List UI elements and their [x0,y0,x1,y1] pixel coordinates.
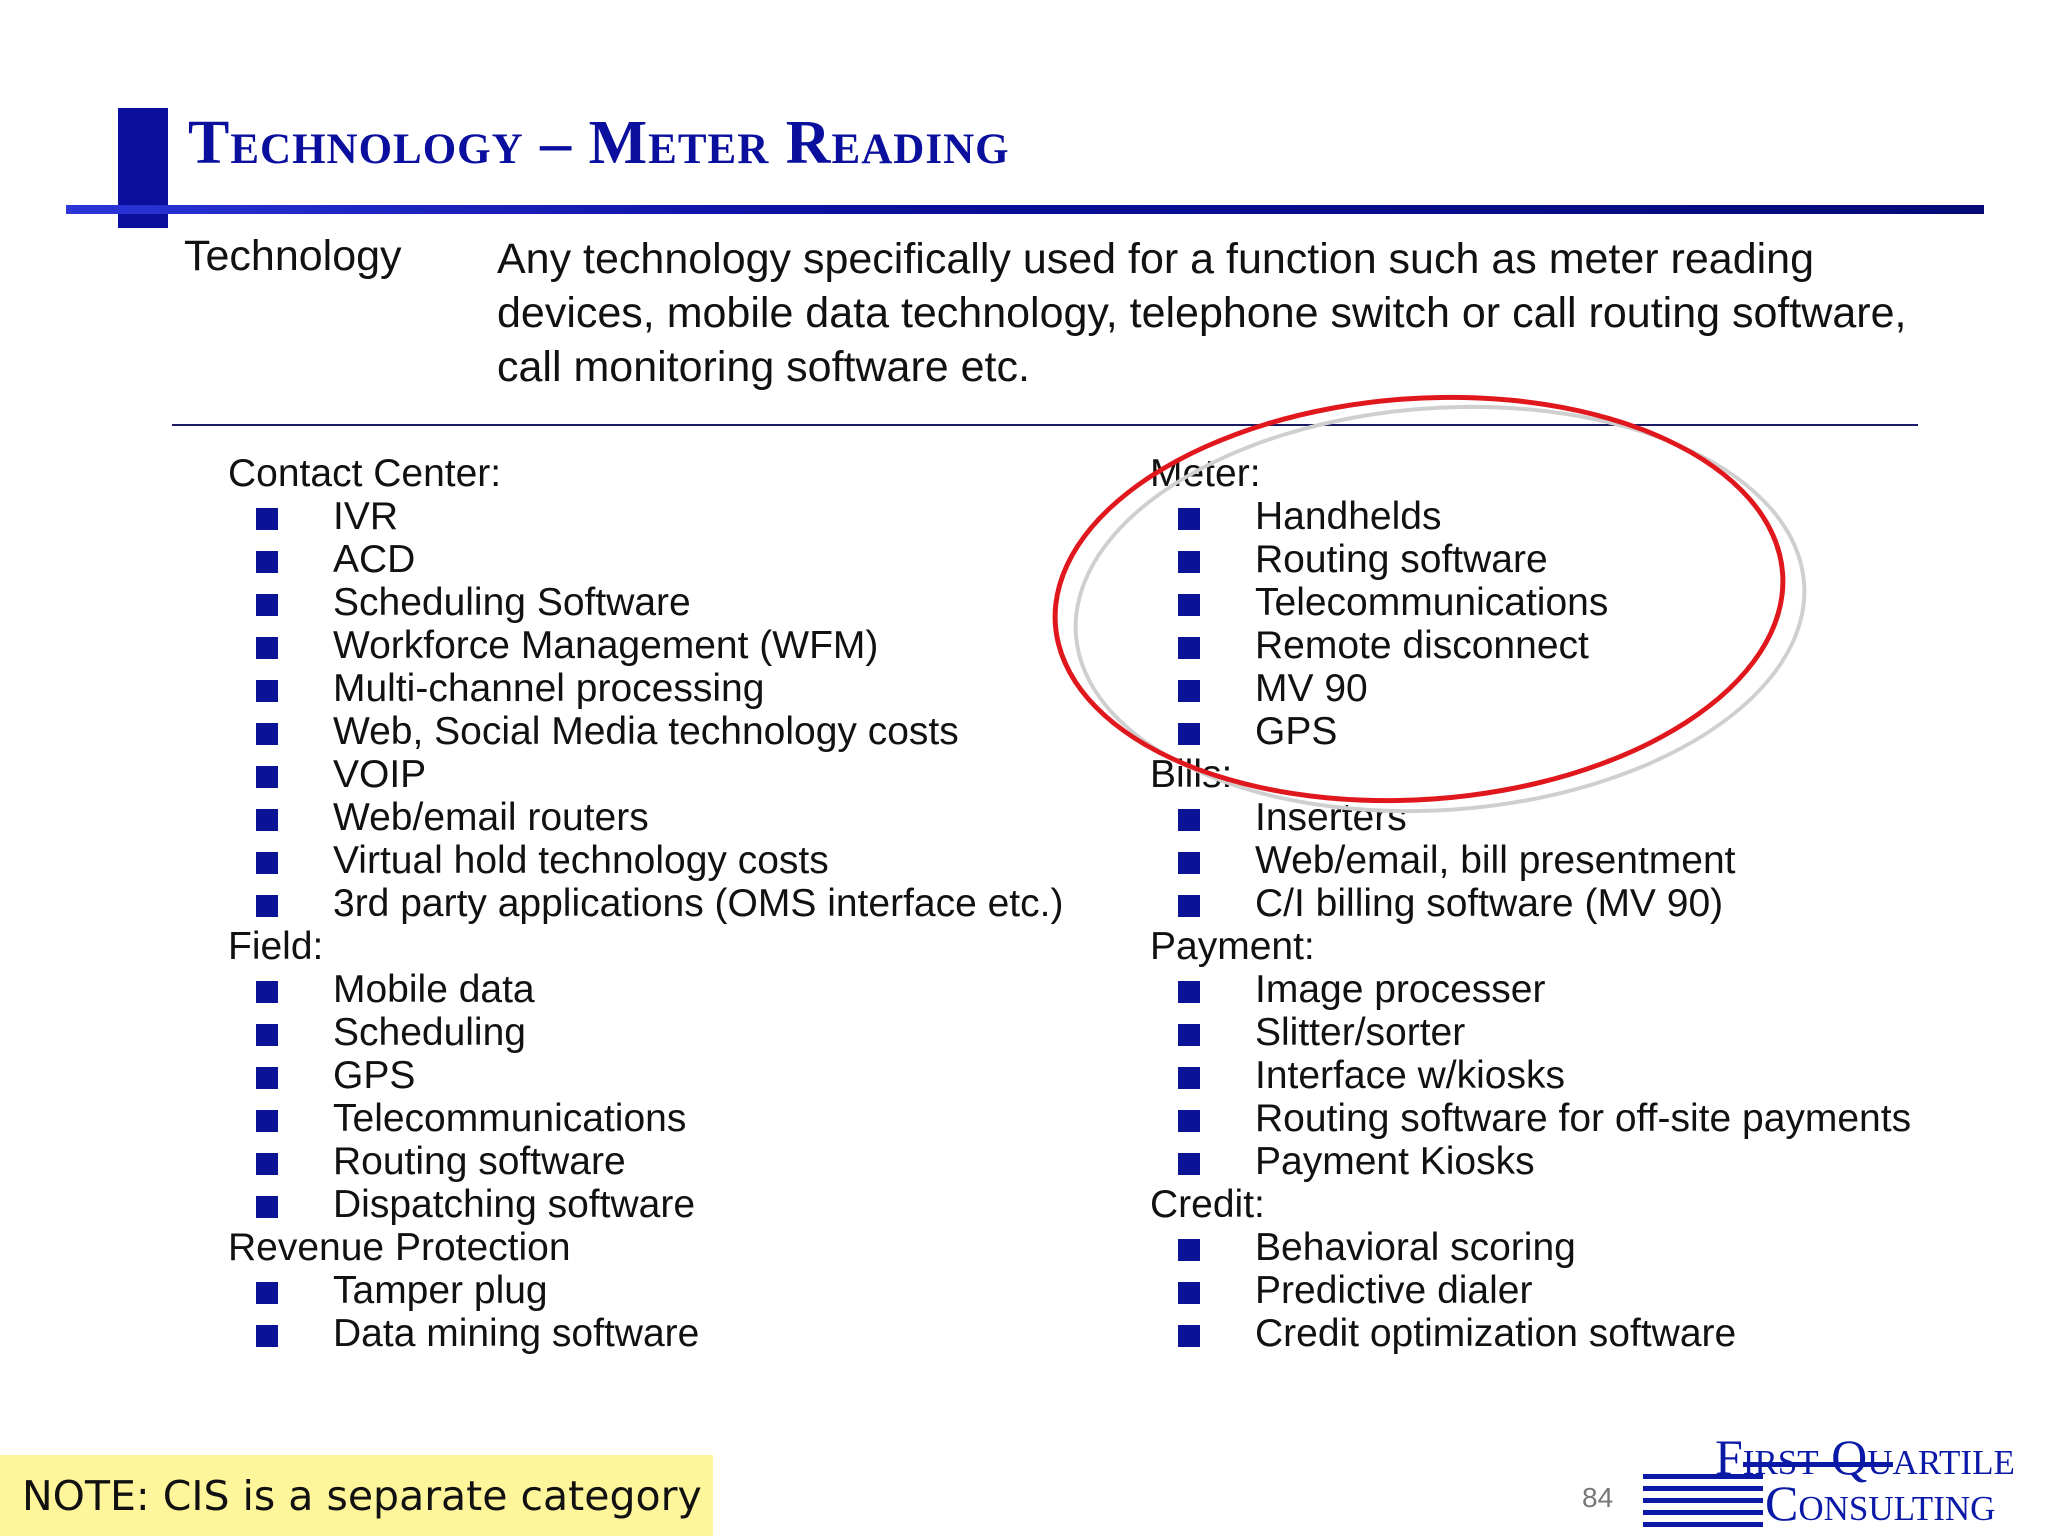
list-item-label: Behavioral scoring [1255,1226,1576,1269]
list-item-label: Multi-channel processing [333,667,765,710]
list-item-label: GPS [1255,710,1338,753]
list-item-label: GPS [333,1054,416,1097]
square-bullet-icon [256,1153,278,1175]
square-bullet-icon [256,1110,278,1132]
category-heading: Field: [228,925,324,968]
left-category-column [228,452,1064,1355]
square-bullet-icon [256,551,278,573]
list-item-label: Routing software [333,1140,626,1183]
company-logo [1643,1428,2043,1531]
list-item [1150,882,1724,925]
square-bullet-icon [1178,1153,1200,1175]
list-item-label: Payment Kiosks [1255,1140,1535,1183]
list-item-label: MV 90 [1255,667,1368,710]
list-item [228,624,879,667]
title-underline [66,205,1984,214]
list-item [228,1097,687,1140]
list-item [228,796,649,839]
square-bullet-icon [1178,1239,1200,1261]
category-heading: Revenue Protection [228,1226,571,1269]
logo-line-1: First Quartile [1715,1429,2015,1485]
category-heading: Credit: [1150,1183,1265,1226]
page-number: 84 [1582,1482,1614,1513]
square-bullet-icon [256,1196,278,1218]
list-item [228,1312,700,1355]
list-item-label: Workforce Management (WFM) [333,624,879,667]
square-bullet-icon [256,508,278,530]
list-item-label: Mobile data [333,968,535,1011]
square-bullet-icon [256,1024,278,1046]
list-item [1150,1269,1533,1312]
square-bullet-icon [256,1282,278,1304]
list-item [228,1011,571,1054]
logo-line-2: Consulting [1765,1475,1996,1531]
category-heading: Payment: [1150,925,1315,968]
list-item-label: 3rd party applications (OMS interface etc.) [333,882,1064,925]
list-item-label: Routing software for off-site payments [1255,1097,1912,1140]
list-item [228,839,829,882]
list-item-label: Scheduling [333,1011,526,1054]
list-item-label: Predictive dialer [1255,1269,1533,1312]
list-item [1150,1054,1565,1097]
list-item-label: Handhelds [1255,495,1442,538]
list-item-label: Web/email routers [333,796,649,839]
square-bullet-icon [256,637,278,659]
square-bullet-icon [1178,1282,1200,1304]
square-bullet-icon [256,981,278,1003]
square-bullet-icon [256,1067,278,1089]
list-item [1150,1011,1466,1054]
square-bullet-icon [256,895,278,917]
square-bullet-icon [256,809,278,831]
list-item [228,581,691,624]
list-item-label: Credit optimization software [1255,1312,1737,1355]
square-bullet-icon [1178,1110,1200,1132]
list-item-label: VOIP [333,753,427,796]
list-item [228,495,571,538]
definition-text: Any technology specifically used for a function such as meter reading devices, mobile data technology, telephone switch or call routing software, call monitoring software etc. [497,235,1907,391]
list-item [228,753,571,796]
square-bullet-icon [256,680,278,702]
list-item-label: Image processer [1255,968,1546,1011]
note-callout [0,1455,713,1536]
square-bullet-icon [1178,895,1200,917]
list-item [228,710,959,753]
list-item-label: IVR [333,495,399,538]
list-item [1150,968,1546,1011]
square-bullet-icon [1178,809,1200,831]
list-item [228,1269,571,1312]
list-item-label: Data mining software [333,1312,700,1355]
list-item-label: Interface w/kiosks [1255,1054,1565,1097]
slide-title: Technology – Meter Reading [188,109,1010,177]
square-bullet-icon [256,1325,278,1347]
list-item-label: Remote disconnect [1255,624,1589,667]
list-item-label: Routing software [1255,538,1548,581]
list-item [228,968,571,1011]
list-item [1150,1140,1535,1183]
list-item-label: ACD [333,538,416,581]
square-bullet-icon [1178,981,1200,1003]
definition-divider [172,424,1918,426]
list-item-label: Slitter/sorter [1255,1011,1466,1054]
list-item [1150,1097,1912,1140]
list-item [1150,839,1736,882]
square-bullet-icon [256,852,278,874]
list-item-label: Virtual hold technology costs [333,839,829,882]
square-bullet-icon [1178,1325,1200,1347]
definition-term: Technology [184,232,402,280]
list-item [1150,796,1407,839]
square-bullet-icon [256,723,278,745]
list-item-label: Scheduling Software [333,581,691,624]
category-heading: Meter: [1150,452,1261,495]
list-item-label: Telecommunications [333,1097,687,1140]
list-item [228,1183,696,1226]
list-item [228,882,1064,925]
square-bullet-icon [1178,852,1200,874]
list-item [228,1140,626,1183]
list-item-label: Web, Social Media technology costs [333,710,959,753]
list-item [228,538,571,581]
list-item [1150,1312,1737,1355]
list-item-label: Web/email, bill presentment [1255,839,1736,882]
list-item [1150,1226,1576,1269]
list-item-label: Telecommunications [1255,581,1609,624]
category-heading: Contact Center: [228,452,502,495]
list-item-label: Dispatching software [333,1183,696,1226]
square-bullet-icon [256,594,278,616]
list-item-label: Tamper plug [333,1269,548,1312]
category-heading: Bills: [1150,753,1233,796]
square-bullet-icon [256,766,278,788]
list-item [228,667,765,710]
list-item [228,1054,571,1097]
list-item-label: Inserters [1255,796,1407,839]
square-bullet-icon [1178,1024,1200,1046]
list-item-label: C/I billing software (MV 90) [1255,882,1724,925]
square-bullet-icon [1178,1067,1200,1089]
note-text: NOTE: CIS is a separate category [22,1472,702,1520]
